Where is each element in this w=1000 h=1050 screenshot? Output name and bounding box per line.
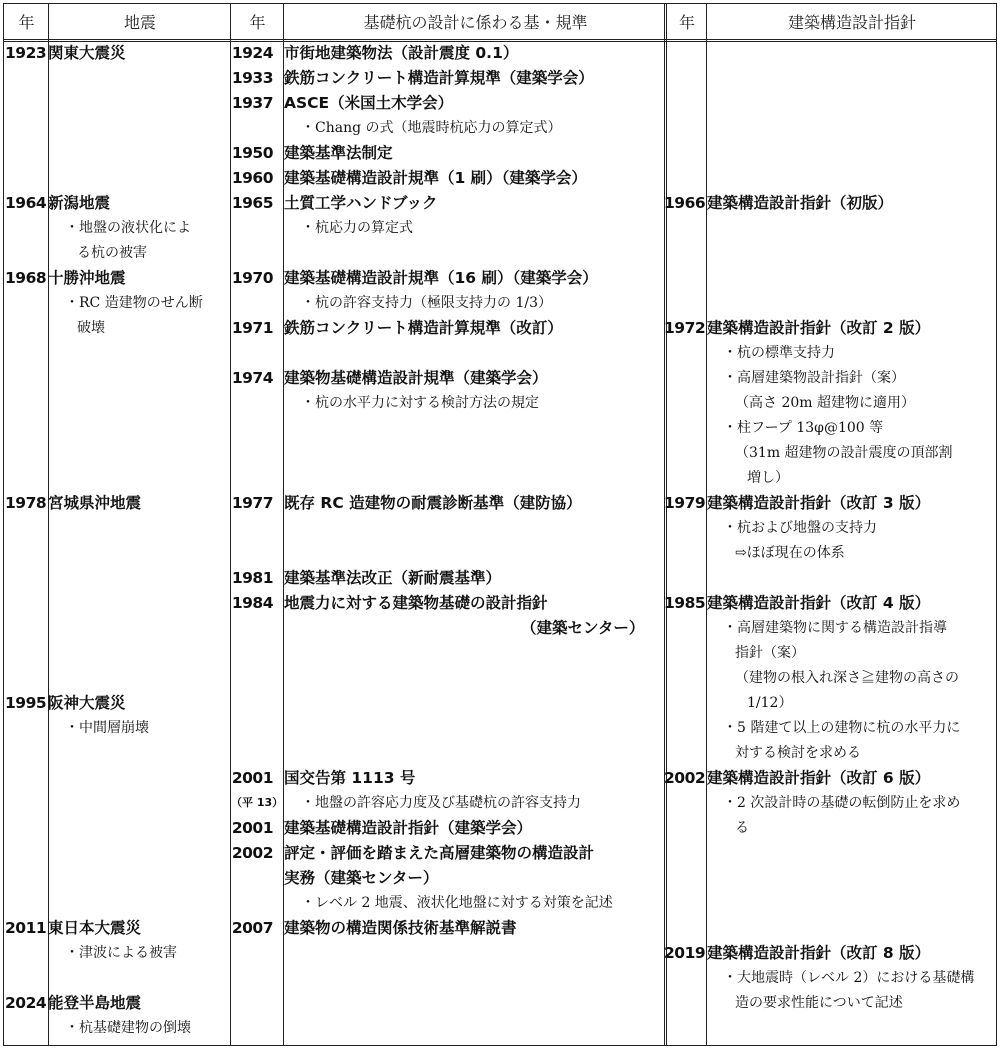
table-cell: 1979 [664, 494, 706, 512]
table-cell: 十勝沖地震 [48, 269, 126, 287]
table-cell: 建築構造設計指針（改訂 8 版） [707, 944, 931, 962]
table-cell: ⇨ほぼ現在の体系 [735, 545, 845, 561]
table-cell: ・杭応力の算定式 [301, 220, 413, 236]
table-cell: 1937 [231, 94, 273, 112]
header-year-guideline: 年 [667, 4, 707, 42]
table-cell: （31m 超建物の設計震度の頂部割 [735, 445, 953, 461]
table-cell: 1978 [5, 494, 47, 512]
table-cell: る [735, 820, 749, 836]
table-cell: ・杭基礎建物の倒壊 [65, 1020, 191, 1036]
table-cell: 鉄筋コンクリート構造計算規準（建築学会） [284, 69, 594, 87]
table-cell: 土質工学ハンドブック [284, 194, 438, 212]
table-cell: 2019 [664, 944, 706, 962]
table-cell: る杭の被害 [77, 245, 147, 261]
table-cell: 建築構造設計指針（初版） [707, 194, 894, 212]
table-cell: 1995 [5, 694, 47, 712]
table-cell: 1964 [5, 194, 47, 212]
table-cell: 評定・評価を踏まえた高層建築物の構造設計 [284, 844, 595, 862]
table-cell: 造の要求性能について記述 [735, 995, 903, 1011]
header-guideline: 建築構造設計指針 [707, 4, 997, 42]
table-cell: 2002 [664, 769, 706, 787]
table-cell: ・高層建築物に関する構造設計指導 [723, 620, 947, 636]
table-cell: 1960 [231, 169, 273, 187]
header-earthquake: 地震 [49, 4, 231, 42]
table-cell: 建築構造設計指針（改訂 4 版） [707, 594, 931, 612]
table-cell: 2024 [5, 994, 47, 1012]
table-cell: ・地盤の許容応力度及び基礎杭の許容支持力 [301, 795, 581, 811]
table-cell: ・杭の許容支持力（極限支持力の 1/3） [301, 295, 552, 311]
table-cell: ASCE（米国土木学会） [284, 94, 454, 112]
table-cell: ・2 次設計時の基礎の転倒防止を求め [723, 795, 961, 811]
table-cell: 関東大震災 [48, 44, 126, 62]
table-cell: 1966 [664, 194, 706, 212]
column-divider [664, 4, 667, 1045]
table-cell: ・高層建築物設計指針（案） [723, 370, 905, 386]
table-cell: ・Chang の式（地震時杭応力の算定式） [301, 120, 562, 136]
table-cell: ・5 階建て以上の建物に杭の水平力に [723, 720, 961, 736]
table-cell: 東日本大震災 [48, 919, 142, 937]
table-cell: 新潟地震 [48, 194, 111, 212]
header-year-standards: 年 [231, 4, 284, 42]
column-divider [48, 4, 49, 1045]
table-cell: 増し） [747, 470, 789, 486]
table-cell: 対する検討を求める [735, 745, 861, 761]
table-cell: 2002 [231, 844, 273, 862]
table-cell: （建物の根入れ深さ≧建物の高さの [735, 670, 959, 686]
table-cell: ・レベル 2 地震、液状化地盤に対する対策を記述 [301, 895, 613, 911]
table-cell: ・杭の水平力に対する検討方法の規定 [301, 395, 539, 411]
table-cell: 建築基準法制定 [284, 144, 393, 162]
table-cell: （建築センター） [521, 619, 645, 637]
table-cell: 1974 [231, 369, 273, 387]
table-cell: 宮城県沖地震 [48, 494, 142, 512]
table-cell: 1972 [664, 319, 706, 337]
table-cell: 破壊 [77, 320, 105, 336]
table-cell: 建築基礎構造設計規準（1 刷）（建築学会） [284, 169, 587, 187]
table-cell: 2011 [5, 919, 47, 937]
table-cell: 建築基礎構造設計規準（16 刷）（建築学会） [284, 269, 598, 287]
table-cell: 建築物基礎構造設計規準（建築学会） [284, 369, 548, 387]
table-cell: 建築基礎構造設計指針（建築学会） [284, 819, 533, 837]
table-cell: 1970 [231, 269, 273, 287]
table-cell: ・杭および地盤の支持力 [723, 520, 877, 536]
history-table [3, 3, 997, 1046]
table-cell: 能登半島地震 [48, 994, 142, 1012]
table-cell: 市街地建築物法（設計震度 0.1） [284, 44, 519, 62]
table-cell: 建築基準法改正（新耐震基準） [284, 569, 502, 587]
table-cell: 2007 [231, 919, 273, 937]
table-cell: 1965 [231, 194, 273, 212]
table-cell: 1933 [231, 69, 273, 87]
table-cell: ・杭の標準支持力 [723, 345, 835, 361]
table-cell: 阪神大震災 [48, 694, 126, 712]
table-cell: 1950 [231, 144, 273, 162]
table-cell: 1968 [5, 269, 47, 287]
table-cell: ・地盤の液状化によ [65, 220, 191, 236]
table-cell: 地震力に対する建築物基礎の設計指針 [284, 594, 548, 612]
table-cell: ・RC 造建物のせん断 [65, 295, 203, 311]
table-cell: 建築構造設計指針（改訂 2 版） [707, 319, 931, 337]
table-cell: 1985 [664, 594, 706, 612]
header-standards: 基礎杭の設計に係わる基・規準 [284, 4, 667, 42]
table-cell: 1977 [231, 494, 273, 512]
table-cell: ・津波による被害 [65, 945, 177, 961]
table-cell: 1924 [231, 44, 273, 62]
table-cell: 建築構造設計指針（改訂 6 版） [707, 769, 931, 787]
table-cell: 実務（建築センター） [284, 869, 439, 887]
table-cell: 2001 [231, 769, 273, 787]
table-cell: 建築物の構造関係技術基準解説書 [284, 919, 517, 937]
table-cell: 指針（案） [735, 645, 805, 661]
table-cell: （高さ 20m 超建物に適用） [735, 395, 915, 411]
table-cell: ・柱フープ 13φ@100 等 [723, 420, 884, 436]
table-cell: 1971 [231, 319, 273, 337]
header-year-earthquake: 年 [4, 4, 49, 42]
table-cell: 1981 [231, 569, 273, 587]
table-cell: 1/12） [747, 695, 793, 711]
table-cell: 建築構造設計指針（改訂 3 版） [707, 494, 931, 512]
table-cell: 既存 RC 造建物の耐震診断基準（建防協） [284, 494, 582, 512]
table-cell: 2001 [231, 819, 273, 837]
table-cell: ・中間層崩壊 [65, 720, 149, 736]
column-divider [706, 4, 707, 1045]
table-cell: 国交告第 1113 号 [284, 769, 416, 787]
table-cell: （平 13） [231, 796, 284, 809]
table-cell: 鉄筋コンクリート構造計算規準（改訂） [284, 319, 563, 337]
table-cell: ・大地震時（レベル 2）における基礎構 [723, 970, 975, 986]
table-cell: 1923 [5, 44, 47, 62]
table-cell: 1984 [231, 594, 273, 612]
